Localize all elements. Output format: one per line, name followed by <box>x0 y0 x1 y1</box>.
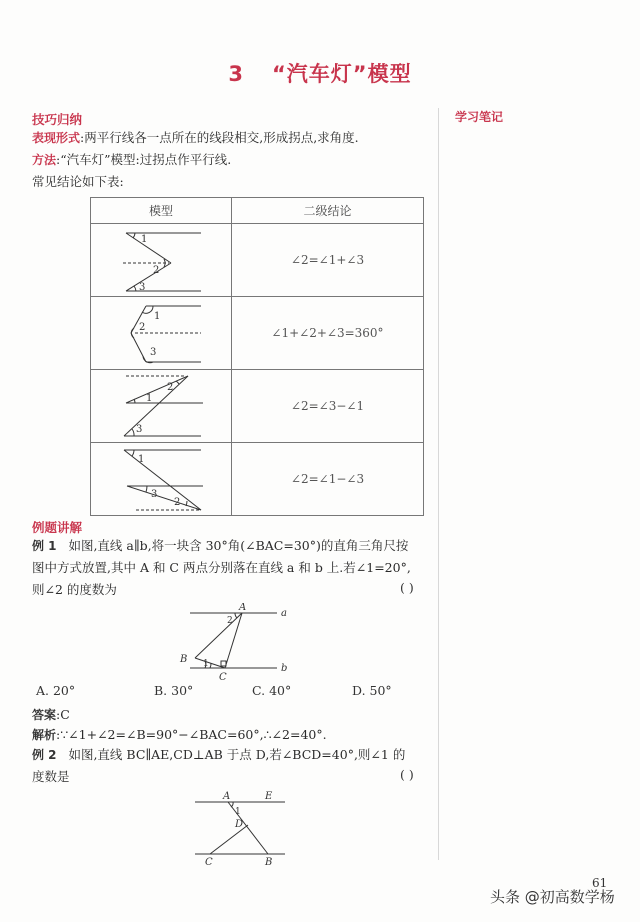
option-c: C. 40° <box>252 683 292 698</box>
header-conclusion: 二级结论 <box>232 198 424 224</box>
svg-text:3: 3 <box>150 347 157 358</box>
section-title: “汽车灯”模型 <box>272 62 412 86</box>
option-d: D. 50° <box>352 683 392 698</box>
tips-intro: 常见结论如下表: <box>32 174 124 189</box>
label-b-point: B <box>265 857 273 867</box>
model-2-conclusion: ∠1+∠2+∠3=360° <box>232 297 424 370</box>
table-row <box>91 297 424 370</box>
example-1-figure <box>175 603 295 683</box>
svg-text:2: 2 <box>174 497 181 508</box>
notes-column-divider <box>438 108 439 860</box>
models-table <box>90 197 424 516</box>
label-c-point: C <box>205 857 213 867</box>
model-3-figure <box>91 370 232 443</box>
examples-heading: 例题讲解 <box>32 520 83 535</box>
label-b-point: B <box>180 654 188 665</box>
form-label: 表现形式 <box>32 131 81 145</box>
form-text: :两平行线各一点所在的线段相交,形成拐点,求角度. <box>80 130 359 145</box>
analysis-label: 解析 <box>32 728 57 742</box>
option-b: B. 30° <box>154 683 194 698</box>
example-1-line-1 <box>32 536 408 556</box>
example-2-line-2: 度数是 <box>32 769 70 784</box>
svg-text:2: 2 <box>167 382 174 393</box>
example-1-line-3: 则∠2 的度数为 <box>32 582 117 597</box>
outer-vertex-up-diagram-icon <box>91 370 231 442</box>
page-title <box>0 58 640 88</box>
svg-text:3: 3 <box>151 489 158 500</box>
svg-text:2: 2 <box>139 322 146 333</box>
tips-form-line <box>32 128 359 148</box>
example-2-text-1: 如图,直线 BC∥AE,CD⊥AB 于点 D,若∠BCD=40°,则∠1 的 <box>68 747 406 762</box>
watermark: 头条 @初高数学杨 <box>490 888 615 906</box>
table-header-row <box>91 198 424 224</box>
tips-method-line <box>32 150 231 170</box>
example-1-text-1: 如图,直线 a∥b,将一块含 30°角(∠BAC=30°)的直角三角尺按 <box>68 538 409 553</box>
table-row <box>91 224 424 297</box>
angle-2-label: 2 <box>227 616 233 626</box>
method-label: 方法 <box>32 153 57 167</box>
example-1-analysis <box>32 725 327 745</box>
analysis-text: :∵∠1+∠2=∠B=90°−∠BAC=60°,∴∠2=40°. <box>56 727 327 742</box>
answer-value: :C <box>56 707 70 722</box>
label-line-a: a <box>281 608 287 619</box>
option-a: A. 20° <box>36 683 76 698</box>
model-1-figure <box>91 224 232 297</box>
angle-1-label: 1 <box>235 807 241 817</box>
method-text: :“汽车灯”模型:过拐点作平行线. <box>56 152 232 167</box>
svg-text:1: 1 <box>138 454 145 465</box>
example-1-answer <box>32 705 70 725</box>
example-2-line-1 <box>32 745 405 765</box>
label-c-point: C <box>219 672 227 683</box>
example-1-label: 例 1 <box>32 539 57 553</box>
model-4-figure <box>91 443 232 516</box>
label-a-point: A <box>223 791 231 802</box>
table-row <box>91 370 424 443</box>
svg-text:3: 3 <box>139 282 146 293</box>
header-model: 模型 <box>91 198 232 224</box>
section-number: 3 <box>228 62 244 86</box>
svg-text:1: 1 <box>141 234 148 245</box>
study-notes-label: 学习笔记 <box>455 110 504 124</box>
example-2-label: 例 2 <box>32 748 57 762</box>
model-2-figure <box>91 297 232 370</box>
answer-label: 答案 <box>32 708 57 722</box>
label-a-point: A <box>239 603 247 613</box>
label-d-point: D <box>235 819 244 830</box>
angle-1-label: 1 <box>203 659 209 669</box>
example-1-answer-blank: ( ) <box>400 580 414 595</box>
label-e-point: E <box>265 791 273 802</box>
svg-text:2: 2 <box>153 265 160 276</box>
model-4-conclusion: ∠2=∠1−∠3 <box>232 443 424 516</box>
lantern-diagram-icon <box>91 298 231 368</box>
model-3-conclusion: ∠2=∠3−∠1 <box>232 370 424 443</box>
model-1-conclusion: ∠2=∠1+∠3 <box>232 224 424 297</box>
zigzag-diagram-icon <box>91 225 231 295</box>
svg-text:3: 3 <box>136 424 143 435</box>
svg-text:1: 1 <box>146 393 153 404</box>
example-2-answer-blank: ( ) <box>400 767 414 782</box>
table-row <box>91 443 424 516</box>
label-line-b: b <box>281 663 288 674</box>
page-number: 61 <box>592 876 608 890</box>
example-2-figure <box>185 787 300 867</box>
outer-vertex-down-diagram-icon <box>91 443 231 515</box>
tips-heading: 技巧归纳 <box>32 112 83 127</box>
svg-text:1: 1 <box>154 311 161 322</box>
example-1-line-2: 图中方式放置,其中 A 和 C 两点分别落在直线 a 和 b 上.若∠1=20°, <box>32 560 411 575</box>
